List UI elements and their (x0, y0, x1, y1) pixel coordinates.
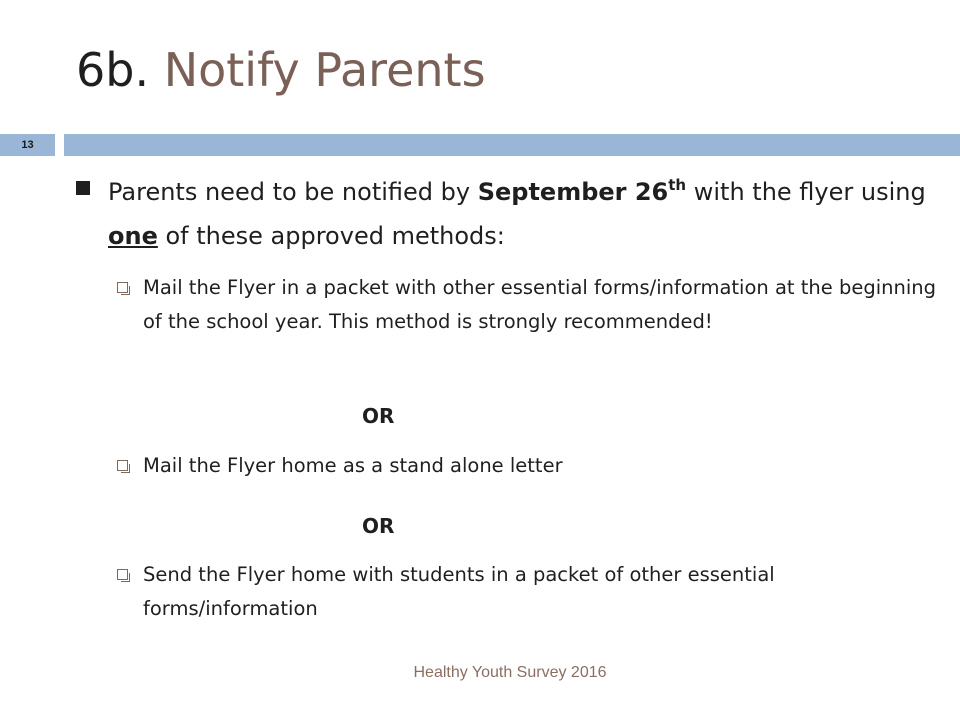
date-suffix: th (668, 176, 687, 194)
sub-bullet-3: Send the Flyer home with students in a packet of other essential forms/information (143, 563, 775, 620)
sub-bullet-1: Mail the Flyer in a packet with other essential forms/information at the beginning of the school year. This method is strongly recommended! (143, 276, 936, 333)
or-separator-1: OR (362, 404, 395, 428)
main-bullet-intro: Parents need to be notified by (108, 178, 478, 206)
footer-text: Healthy Youth Survey 2016 (413, 664, 607, 681)
main-bullet-text (108, 170, 938, 258)
square-bullet-icon (76, 181, 90, 195)
title-number: 6b. (76, 43, 150, 97)
or-separator-2: OR (362, 514, 395, 538)
main-bullet-middle: with the flyer using (686, 178, 926, 206)
title-text: Notify Parents (163, 43, 486, 97)
main-bullet-end: of these approved methods: (157, 222, 505, 250)
checkbox-bullet-icon (117, 460, 128, 471)
sub-bullet-2: Mail the Flyer home as a stand alone letter (143, 454, 563, 477)
checkbox-bullet-icon (117, 569, 128, 580)
deadline-date: September 26 (477, 178, 669, 206)
slide-number: 13 (0, 134, 55, 156)
emphasis-one: one (108, 222, 158, 250)
checkbox-bullet-icon (117, 282, 128, 293)
